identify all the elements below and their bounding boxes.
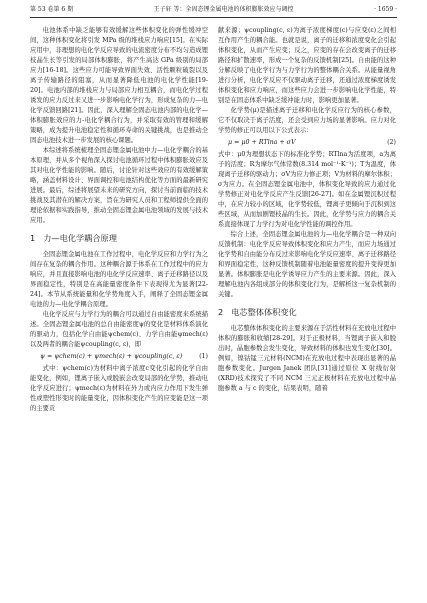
left-column: [30, 26, 208, 414]
equation-body: ψ = ψchem(c) + ψmech(ε) + ψcoupling(c, ε): [40, 353, 183, 360]
paragraph: 电化学反应与力学行为的耦合可以通过自由能密度来系统描述。全固态锂金属电池的总自由能密度ψ的变化是材料体系演化的驱动力，包括化学自由能ψchem(c)、力学自由能ψmech(ε)以及两者的耦合能ψcoupling(c, ε)，即: [30, 311, 208, 348]
paragraph: 献来源；ψcoupling(c, ε)为离子浓度梯度(c)与应变(ε)之间相互作用产生的耦合能。也就是说，离子的迁移和浓度变化会引起体积变化，从而产生应变；反之，应变的存在会改变离子的迁移路径和扩散速率，形成一个复杂的反馈机制[25]。自由能的这种分解反映了电化学行为与力学行为的整体耦合关系。从能量视角进行分析，电化学反应不仅驱动离子迁移，还通过浓度梯度诱发体积变化和应力响应，而这些应力会进一步影响电化学性能，特别是在固态体系中缺乏缓冲能力时，影响更加显著。: [218, 27, 396, 104]
paragraph: 电池体系中缺乏能够有效缓解这些体积变化的弹性缓冲空间，这种体积变化将引发 MPa 级的堆栈应力响应[15]。在实际应用中，非理想的电化学反应导致的电流密度分布不均匀造成锂枝晶生长等引发的局部体积膨胀，将产生高达 GPa 级别的局部应力[16-18]。这些应力可能导致界面失效、活性颗粒破裂以及离子传输路径的阻塞，从而显著降低电池的电化学性能[19-20]。电池内部的堆栈应力与局部应力相互耦合，而电化学过程诱发的应力反过来又进一步影响电化学行为，形成复杂的力—电化学反馈回路[21]。因此，深入理解全固态电池内部的电化学—体积膨胀效应的力-电化学耦合行为，并采取有效的管理和缓解策略，成为提升电池稳定性和循环寿命的关键挑战，也是推动全固态电池技术进一步发展的核心课题。: [30, 27, 208, 144]
section-heading: [218, 306, 396, 318]
section-number: 1: [30, 233, 36, 243]
section-title: 力—电化学耦合原理: [43, 233, 117, 243]
paragraph: 式中：μ0为理想状态下的标准化学势；RTlna为活度项，a为离子的活度；R为摩尔气体常数(8.314 mol⁻¹·K⁻¹)；T为温度，体现离子迁移的驱动力；σV为应力修正项；V为材料的摩尔体积；σ为应力。在全固态锂金属电池中，体积变化导致的应力通过化学势修正对电化学反应产生反馈[26-27]。如在金属锂沉积过程中，在应力较小的区域，化学势较低，锂离子更倾向于沉积到这些区域，从而加剧锂枝晶的生长。因此，化学势与应力的耦合关系直接体现了力学行为对电化学性能的调控作用。: [218, 151, 396, 228]
equation: [218, 138, 396, 148]
paragraph: 式中：ψchem(c)为材料中离子浓度c变化引起的化学自由能变化，例如，锂离子嵌入或脱嵌会改变局部的化学势，推动电化学反应进行；ψmech(ε)为材料在外力或内应力作用下发生弹性或塑性形变时的能量变化，因体积变化产生的应变能是这一项的主要贡: [30, 365, 208, 412]
two-column-body: [30, 26, 397, 414]
section-number: 2: [218, 307, 224, 317]
equation-number: (2): [387, 139, 396, 146]
paragraph: 全固态锂金属电池在工作过程中，电化学反应和力学行为之间存在复杂的耦合作用。这种耦合源于体系在工作过程中的应力响应，并且直接影响电池的电化学反应速率、离子迁移路径以及界面稳定性，特别是在高能量密度条件下表现得尤为显著[22-24]。本节从系统能量和化学势角度入手，阐释了全固态锂金属电池的力—电化学耦合原理。: [30, 251, 208, 308]
paragraph: 化学势(μ)是描述离子迁移和电化学反应行为的核心参数，它不仅取决于离子活度，还会受到应力场的显著影响。应力对化学势的修正可以用以下公式表示：: [218, 107, 396, 134]
right-column: [218, 26, 396, 414]
equation-body: μ = μ0 + RTlna + σV: [228, 139, 296, 146]
journal-issue: 第 53 卷第 6 期: [30, 6, 74, 13]
paragraph: 综合上述，全固态锂金属电池的力—电化学耦合是一种双向反馈机制：电化学反应导致体积变化和应力产生，而应力场通过化学势和自由能分布反过来影响电化学反应速率、离子迁移路径和界面稳定性，这种反馈机制随着电池能量密度的提升变得更加显著。体积膨胀是电化学诱导应力产生的主要来源。因此，深入理解电池内各组成部分的体积变化行为，是解析这一复杂机制的关键。: [218, 231, 396, 298]
section-heading: [30, 232, 208, 244]
running-header: [30, 6, 397, 18]
section-title: 电芯整体体积变化: [231, 307, 297, 317]
page-number: · 1659 ·: [374, 6, 397, 13]
equation: [30, 352, 208, 362]
equation-number: (1): [199, 353, 208, 360]
paragraph: 电芯整体体积变化的主要来源在于活性材料在充放电过程中体积的膨胀和收缩[28-29]。对于正极材料，当锂离子嵌入和脱出时，晶胞参数会发生变化，导致材料的体积也发生变化[30]。例如，镍钴锰三元材料(NCM)在充放电过程中表现出显著的晶胞参数变化。Jurgen Janek 团队[31]通过原位 X 射线衍射(XRD)技术探究了不同 NCM 三元正极材料在充放电过程中晶胞参数 a 与 c 的变化，结果表明，随着: [218, 325, 396, 392]
paragraph: 本综述将系统梳理全固态锂金属电池中力—电化学耦合的基本原理，并从多个视角深入探讨电池循环过程中体积膨胀效应及其对电化学性能的影响。随后，讨论针对这些效应的有效缓解策略，涵盖材料设计、界面调控和电池结构优化等方面的最新研究进展。最后，综述将展望未来的研究方向，探讨当前面临的技术挑战及其潜在的解决方案，旨在为研究人员和工程师提供全面的理论依据和实践指导，推动全固态锂金属电池领域的发展与技术应用。: [30, 147, 208, 224]
article-running-title: 王子轩 等：全固态锂金属电池的体积膨胀效应与调控: [153, 6, 294, 13]
